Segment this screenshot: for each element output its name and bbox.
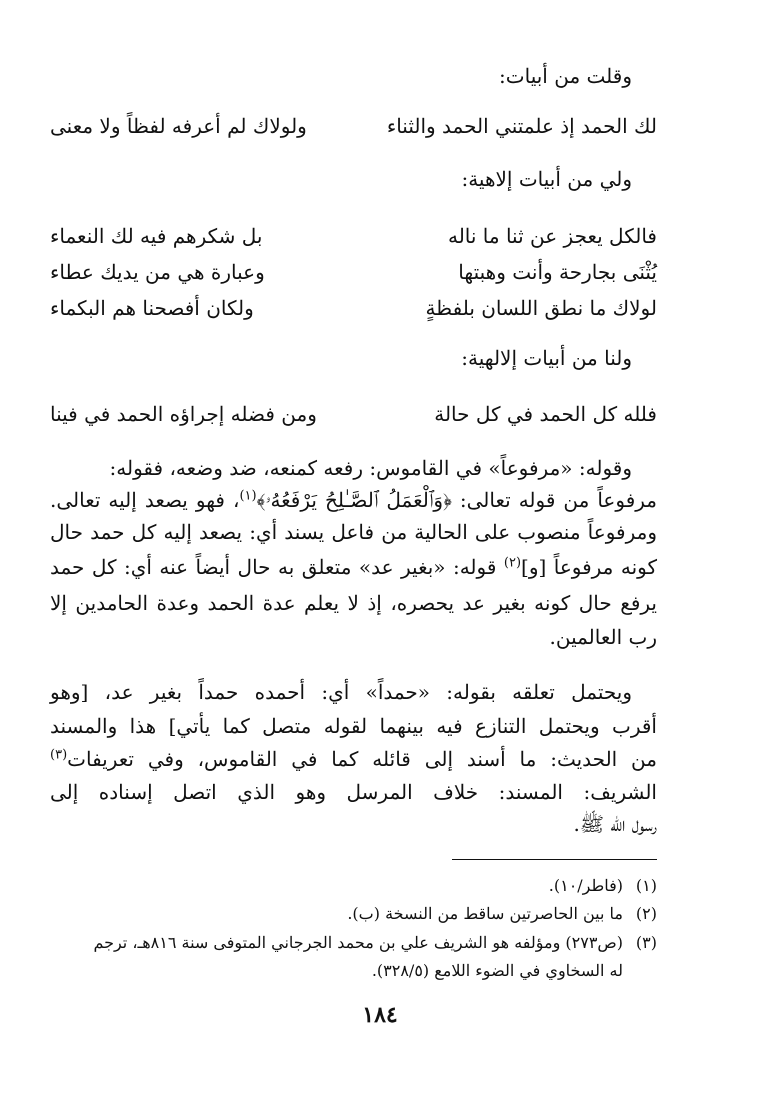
verse-line — [50, 110, 657, 142]
footnote-text: له السخاوي في الضوء اللامع (٣٢٨/٥). — [371, 961, 623, 980]
verse-first-hemistich: فلله كل الحمد في كل حالة — [434, 402, 657, 426]
body-text-line — [50, 551, 657, 583]
body-text-line: الشريف: المسند: خلاف المرسل وهو الذي اتصل إسناده إلى — [50, 780, 657, 804]
body-text-fragment: كونه مرفوعاً [و] — [521, 555, 657, 579]
verse-line — [50, 256, 657, 288]
quran-citation: مرفوعاً من قوله تعالى: ﴿وَٱلْعَمَلُ ٱلصَّـٰلِحُ يَرْفَعُهُۥ﴾ — [256, 488, 658, 512]
footnote-number: (١) — [635, 876, 657, 895]
footnote — [50, 929, 657, 957]
heading-verses-1: وقلت من أبيات: — [499, 64, 632, 88]
body-text-line: ويحتمل تعلقه بقوله: «حمداً» أي: أحمده حمداً بغير عد، [وهو — [50, 680, 632, 704]
heading-verses-2: ولي من أبيات إلاهية: — [461, 167, 632, 191]
body-text-line: يرفع حال كونه بغير عد يحصره، إذ لا يعلم عدة الحمد وعدة الحامدين إلا — [50, 591, 657, 615]
body-text-line: رب العالمين. — [549, 625, 657, 649]
footnote — [50, 900, 657, 928]
footnote-separator — [452, 859, 657, 860]
footnote-text: ما بين الحاصرتين ساقط من النسخة (ب). — [347, 904, 623, 923]
footnote-number: (٢) — [635, 904, 657, 923]
body-text-line: رسول الله ﷺ. — [573, 812, 657, 836]
body-text-line: ومرفوعاً منصوب على الحالية من فاعل يسند أي: يصعد إليه كل حمد حال — [50, 520, 657, 544]
footnote-ref: (١) — [239, 488, 257, 504]
body-text-fragment: ، فهو يصعد إليه تعالى. — [50, 488, 240, 512]
body-text-fragment: من الحديث: ما أسند إلى قائله كما في القاموس، وفي تعريفات — [67, 747, 657, 771]
footnote-text: (فاطر/١٠). — [548, 876, 623, 895]
footnote-ref: (٣) — [50, 747, 68, 763]
body-text-line: وقوله: «مرفوعاً» في القاموس: رفعه كمنعه، ضد وضعه، فقوله: — [109, 456, 632, 480]
body-text-fragment: قوله: «بغير عد» متعلق به حال أيضاً عنه أي: كل حمد — [50, 555, 504, 579]
verse-line — [50, 220, 657, 252]
verse-second-hemistich: ولكان أفصحنا هم البكماء — [50, 296, 254, 320]
heading-verses-3: ولنا من أبيات إلالهية: — [461, 346, 632, 370]
body-text-line — [50, 743, 657, 775]
verse-second-hemistich: ولولاك لم أعرفه لفظاً ولا معنى — [50, 114, 307, 138]
verse-first-hemistich: لولاك ما نطق اللسان بلفظةٍ — [425, 296, 657, 320]
verse-line — [50, 398, 657, 430]
verse-second-hemistich: وعبارة هي من يديك عطاء — [50, 260, 265, 284]
verse-line — [50, 292, 657, 324]
footnote-number: (٣) — [635, 933, 657, 952]
footnote-text: (ص٢٧٣) ومؤلفه هو الشريف علي بن محمد الجرجاني المتوفى سنة ٨١٦هـ، ترجم — [93, 933, 623, 952]
verse-first-hemistich: فالكل يعجز عن ثنا ما ناله — [447, 224, 657, 248]
footnote — [50, 872, 657, 900]
footnote-ref: (٢) — [503, 555, 522, 571]
footnote — [50, 957, 657, 985]
verse-second-hemistich: ومن فضله إجراؤه الحمد في فينا — [50, 402, 317, 426]
body-text-line — [50, 484, 657, 516]
page-number: ١٨٤ — [362, 1002, 398, 1028]
verse-first-hemistich: لك الحمد إذ علمتني الحمد والثناء — [386, 114, 657, 138]
verse-second-hemistich: بل شكرهم فيه لك النعماء — [50, 224, 263, 248]
body-text-line: أقرب ويحتمل التنازع فيه بينهما لقوله متصل كما يأتي] هذا والمسند — [50, 714, 657, 738]
verse-first-hemistich: يُثْنَى بجارحة وأنت وهبتها — [458, 260, 657, 284]
